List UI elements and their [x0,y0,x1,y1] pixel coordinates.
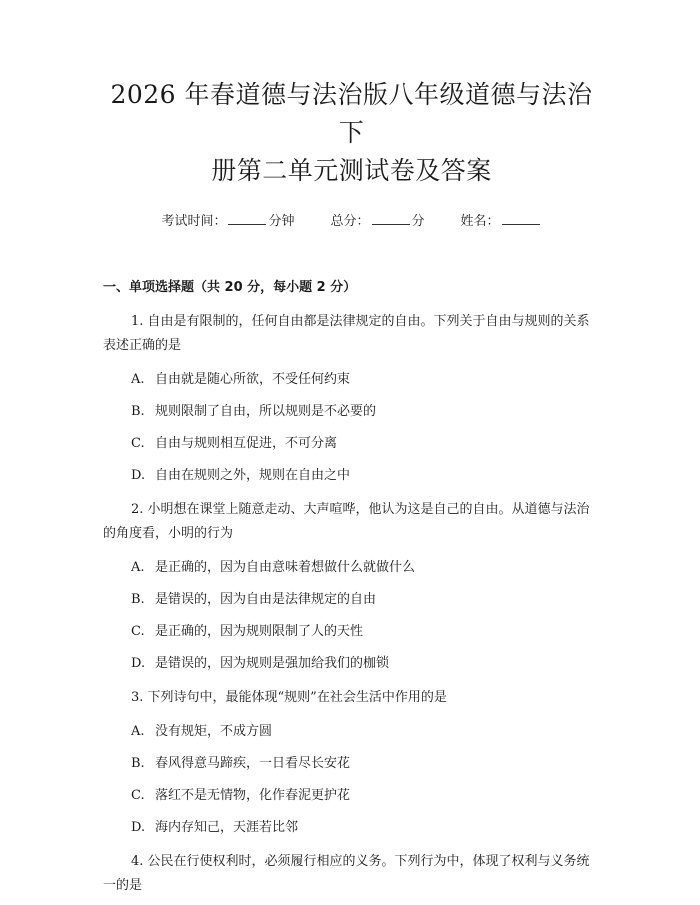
question-text: 2. 小明想在课堂上随意走动、大声喧哗，他认为这是自己的自由。从道德与法治的角度看，小明的行为 [103,502,590,541]
total-score-label: 总分： [330,214,370,229]
option-item [131,370,600,390]
option-text: 自由就是随心所欲，不受任何约束 [155,372,351,387]
section-heading: 一、单项选择题（共 20 分，每小题 2 分） [103,280,357,295]
option-text: 落红不是无情物，化作春泥更护花 [155,788,351,803]
option-item [131,654,600,674]
name-label: 姓名： [460,214,500,229]
option-text: 是正确的，因为自由意味着想做什么就做什么 [155,560,416,575]
option-text: 是错误的，因为规则是强加给我们的枷锁 [155,656,390,671]
option-item [131,558,600,578]
option-item [131,402,600,422]
option-text: 自由在规则之外，规则在自由之中 [155,468,351,483]
option-text: 规则限制了自由，所以规则是不必要的 [155,404,377,419]
option-text: 自由与规则相互促进，不可分离 [155,436,338,451]
option-text: 海内存知己，天涯若比邻 [155,820,299,835]
exam-meta [103,212,600,232]
name-field [461,212,542,232]
exam-title-line1: 2026 年春道德与法治版八年级道德与法治下 [110,80,593,147]
option-item [131,754,600,774]
total-score-unit: 分 [411,214,425,229]
option-item [131,722,600,742]
name-blank [502,212,540,225]
question-text: 3. 下列诗句中，最能体现“规则”在社会生活中作用的是 [131,690,447,705]
option-text: 是正确的，因为规则限制了人的天性 [155,624,364,639]
exam-time-blank [228,212,266,225]
option-item [131,818,600,838]
option-letter: B. [131,756,145,771]
option-letter: C. [131,788,145,803]
option-item [131,622,600,642]
option-letter: A. [131,724,145,739]
exam-time-label: 考试时间： [161,214,227,229]
total-score-field [330,212,424,232]
option-item [131,466,600,486]
option-letter: A. [131,560,145,575]
question-text: 4. 公民在行使权利时，必须履行相应的义务。下列行为中，体现了权利与义务统一的是 [103,854,590,893]
option-letter: A. [131,372,145,387]
exam-time-unit: 分钟 [268,214,295,229]
option-letter: B. [131,404,145,419]
option-item [131,786,600,806]
exam-title [103,76,600,190]
exam-time-field [161,212,294,232]
exam-title-line2: 册第二单元测试卷及答案 [211,156,492,185]
question-4 [103,850,600,898]
option-letter: B. [131,592,145,607]
option-text: 是错误的，因为自由是法律规定的自由 [155,592,377,607]
option-letter: D. [131,656,146,671]
question-2 [103,498,600,546]
option-text: 没有规矩，不成方圆 [155,724,273,739]
question-text: 1. 自由是有限制的，任何自由都是法律规定的自由。下列关于自由与规则的关系表述正确的是 [103,314,590,353]
total-score-blank [372,212,410,225]
option-letter: C. [131,624,145,639]
option-item [131,434,600,454]
option-letter: C. [131,436,145,451]
option-letter: D. [131,468,146,483]
option-text: 春风得意马蹄疾，一日看尽长安花 [155,756,351,771]
option-item [131,590,600,610]
question-3 [103,686,600,710]
question-1 [103,310,600,358]
option-letter: D. [131,820,146,835]
